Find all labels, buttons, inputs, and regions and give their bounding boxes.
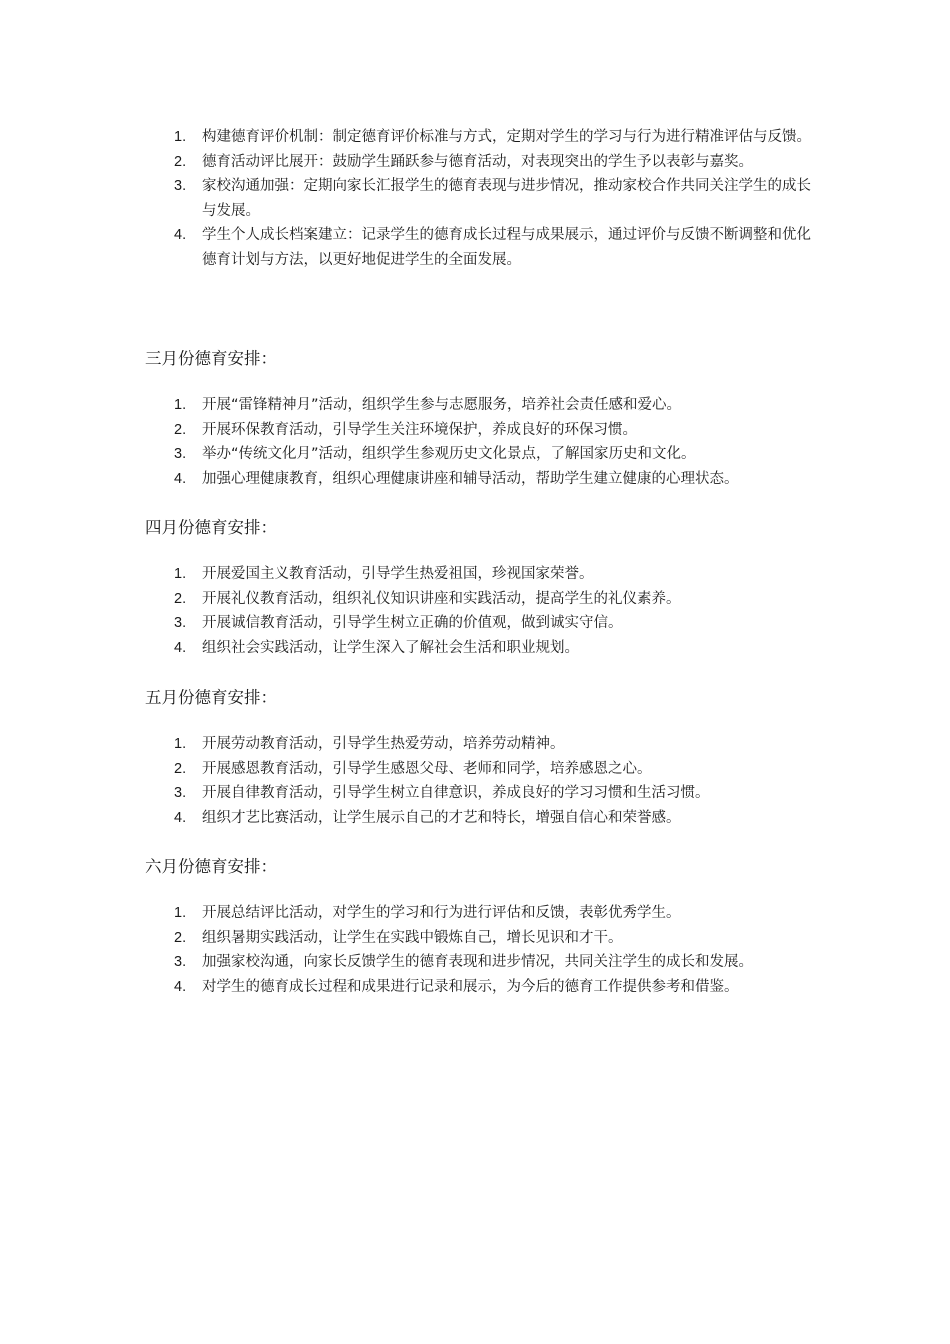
list-number: 4.	[174, 470, 187, 487]
list-item	[145, 950, 825, 975]
list-number: 1.	[174, 905, 187, 921]
may-heading: 五月份德育安排：	[145, 688, 277, 707]
list-item	[145, 418, 825, 443]
list-number: 1.	[174, 129, 187, 145]
list-item	[145, 901, 825, 926]
list-text: 加强家校沟通，向家长反馈学生的德育表现和进步情况，共同关注学生的成长和发展。	[202, 954, 753, 970]
list-number: 4.	[174, 227, 187, 243]
list-text: 开展自律教育活动，引导学生树立自律意识，养成良好的学习习惯和生活习惯。	[202, 785, 710, 801]
list-number: 3.	[174, 178, 187, 194]
list-number: 2.	[174, 929, 187, 946]
list-text: 开展“雷锋精神月”活动，组织学生参与志愿服务，培养社会责任感和爱心。	[202, 397, 682, 413]
june-section	[145, 855, 825, 879]
list-item	[145, 611, 825, 636]
list-item	[145, 174, 825, 223]
list-item	[145, 442, 825, 467]
list-item	[145, 223, 825, 272]
list-item	[145, 732, 825, 757]
list-item	[145, 781, 825, 806]
list-item	[145, 393, 825, 418]
list-number: 4.	[174, 639, 187, 656]
list-number: 3.	[174, 615, 187, 631]
list-text: 开展总结评比活动，对学生的学习和行为进行评估和反馈，表彰优秀学生。	[202, 905, 681, 921]
may-list-section	[145, 732, 825, 830]
may-list	[145, 732, 825, 830]
list-item	[145, 587, 825, 612]
evaluation-list	[145, 125, 825, 272]
april-heading: 四月份德育安排：	[145, 518, 277, 537]
list-text: 开展礼仪教育活动，组织礼仪知识讲座和实践活动，提高学生的礼仪素养。	[202, 590, 681, 607]
list-number: 1.	[174, 566, 187, 582]
list-text: 组织才艺比赛活动，让学生展示自己的才艺和特长，增强自信心和荣誉感。	[202, 809, 681, 826]
list-item	[145, 926, 825, 951]
list-text: 开展感恩教育活动，引导学生感恩父母、老师和同学，培养感恩之心。	[202, 760, 652, 777]
march-heading: 三月份德育安排：	[145, 349, 277, 368]
list-item	[145, 975, 825, 1000]
list-text: 开展诚信教育活动，引导学生树立正确的价值观，做到诚实守信。	[202, 615, 623, 631]
list-number: 3.	[174, 954, 187, 970]
list-number: 4.	[174, 978, 187, 995]
list-text: 学生个人成长档案建立：记录学生的德育成长过程与成果展示，通过评价与反馈不断调整和优化德育计划与方法，以更好地促进学生的全面发展。	[202, 227, 811, 268]
may-section	[145, 686, 825, 710]
list-number: 1.	[174, 736, 187, 752]
list-number: 3.	[174, 785, 187, 801]
june-list	[145, 901, 825, 999]
list-number: 4.	[174, 809, 187, 826]
list-text: 加强心理健康教育，组织心理健康讲座和辅导活动，帮助学生建立健康的心理状态。	[202, 470, 739, 487]
march-list-section	[145, 393, 825, 491]
list-text: 开展爱国主义教育活动，引导学生热爱祖国，珍视国家荣誉。	[202, 566, 594, 582]
list-number: 2.	[174, 153, 187, 170]
list-text: 德育活动评比展开：鼓励学生踊跃参与德育活动，对表现突出的学生予以表彰与嘉奖。	[202, 153, 753, 170]
list-number: 2.	[174, 421, 187, 438]
list-text: 开展环保教育活动，引导学生关注环境保护，养成良好的环保习惯。	[202, 421, 637, 438]
list-item	[145, 467, 825, 492]
list-item	[145, 757, 825, 782]
list-number: 2.	[174, 760, 187, 777]
list-text: 组织暑期实践活动，让学生在实践中锻炼自己，增长见识和才干。	[202, 929, 623, 946]
list-text: 开展劳动教育活动，引导学生热爱劳动，培养劳动精神。	[202, 736, 565, 752]
list-text: 举办“传统文化月”活动，组织学生参观历史文化景点，了解国家历史和文化。	[202, 446, 696, 462]
list-item	[145, 125, 825, 150]
june-heading: 六月份德育安排：	[145, 857, 277, 876]
list-number: 3.	[174, 446, 187, 462]
march-section	[145, 347, 825, 371]
list-number: 2.	[174, 590, 187, 607]
list-item	[145, 636, 825, 661]
april-list	[145, 562, 825, 660]
june-list-section	[145, 901, 825, 999]
list-text: 家校沟通加强：定期向家长汇报学生的德育表现与进步情况，推动家校合作共同关注学生的成长与发展。	[202, 178, 811, 219]
list-item	[145, 562, 825, 587]
evaluation-section	[145, 125, 825, 272]
list-item	[145, 150, 825, 175]
list-text: 组织社会实践活动，让学生深入了解社会生活和职业规划。	[202, 639, 579, 656]
list-item	[145, 806, 825, 831]
april-list-section	[145, 562, 825, 660]
list-text: 构建德育评价机制：制定德育评价标准与方式，定期对学生的学习与行为进行精准评估与反馈。	[202, 129, 811, 145]
april-section	[145, 516, 825, 540]
list-number: 1.	[174, 397, 187, 413]
list-text: 对学生的德育成长过程和成果进行记录和展示，为今后的德育工作提供参考和借鉴。	[202, 978, 739, 995]
march-list	[145, 393, 825, 491]
